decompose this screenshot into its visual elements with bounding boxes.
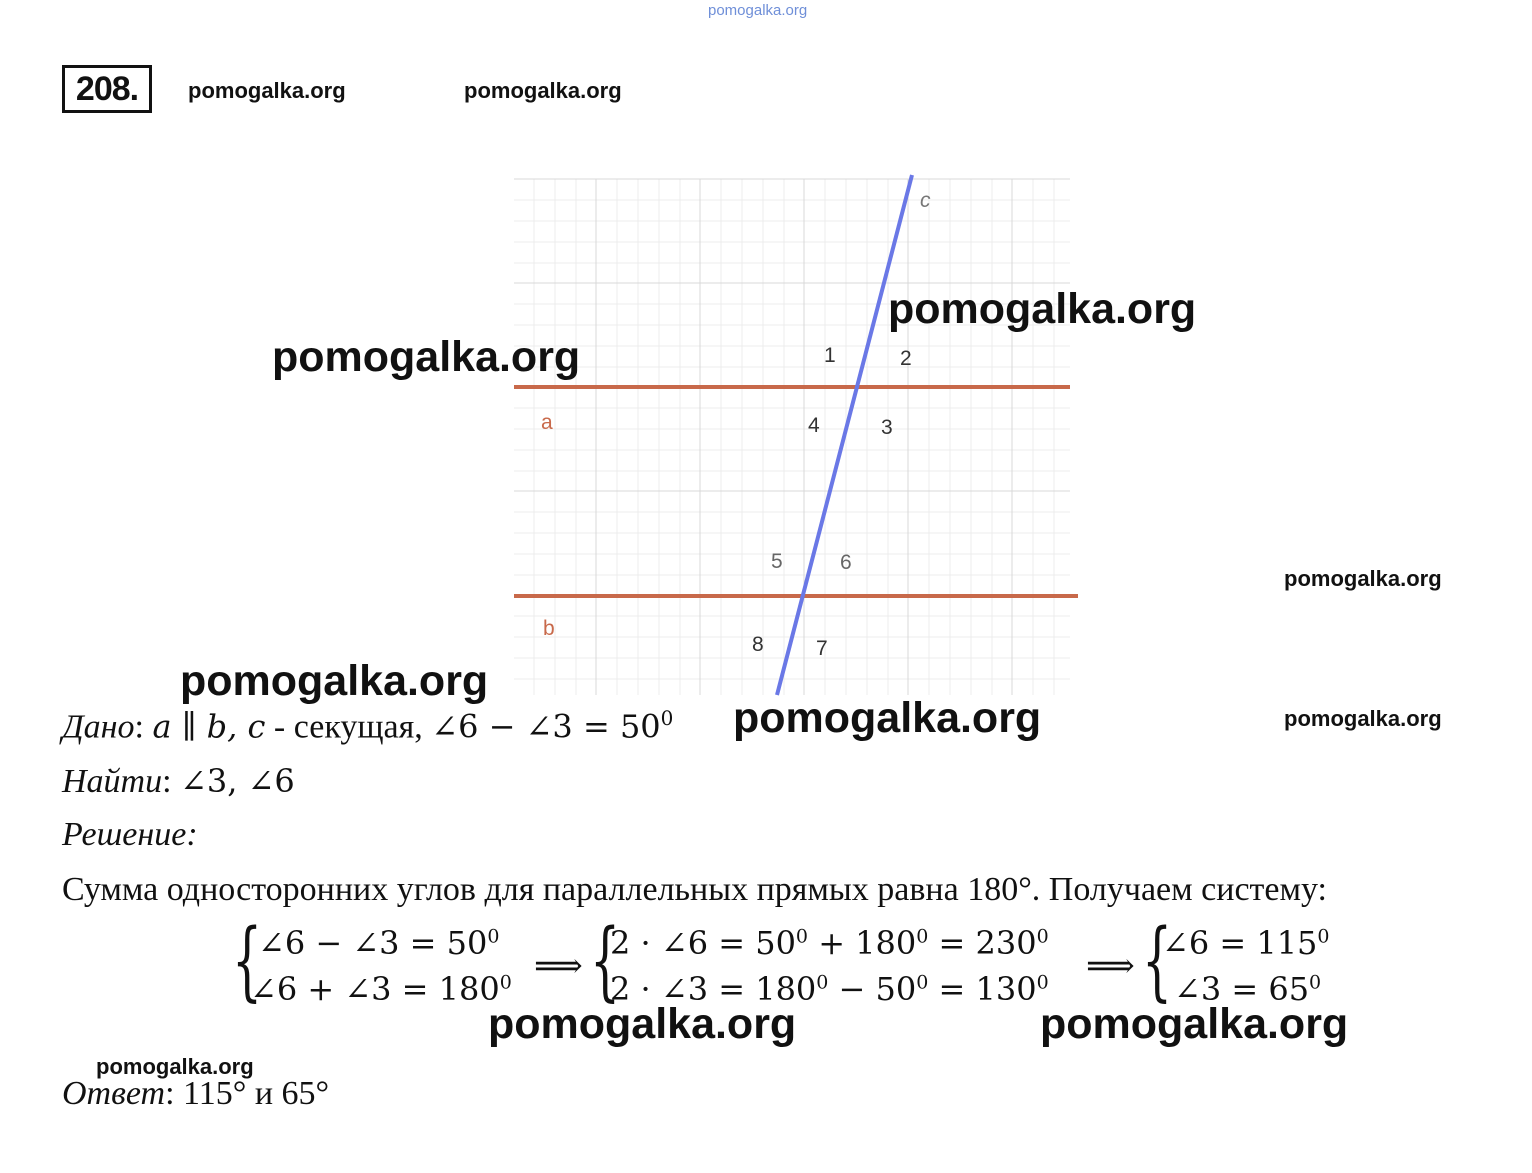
answer-label: Ответ (62, 1075, 166, 1112)
given-colon: : (134, 708, 144, 746)
system-3-line-2: ∠3 = $65^0$ (1174, 970, 1322, 1008)
watermark: pomogalka.org (188, 78, 346, 103)
given-line (62, 706, 673, 746)
find-colon: : (162, 763, 172, 800)
angle-label-4: 4 (808, 414, 820, 437)
top-watermark: pomogalka.org (708, 2, 808, 19)
watermark: pomogalka.org (180, 657, 489, 705)
grid (514, 179, 1070, 695)
brace-1: { (232, 911, 263, 1011)
system-2-line-2: 2 · ∠3 = $180^0 - 50^0 = 130^0$ (610, 970, 1049, 1008)
brace-2: { (590, 911, 621, 1011)
angle-label-3: 3 (881, 416, 893, 439)
angle-label-2: 2 (900, 347, 912, 370)
solution-text: Сумма односторонних углов для параллельных прямых равна 180°. Получаем систему: (62, 871, 1328, 908)
find-expr: ∠3, ∠6 (180, 762, 295, 800)
watermark: pomogalka.org (488, 1000, 797, 1048)
angle-label-1: 1 (824, 344, 836, 367)
implies-arrow-2: ⟹ (1086, 946, 1135, 986)
watermark: pomogalka.org (272, 333, 581, 381)
given-sup: 0 (660, 706, 674, 730)
task-number: 208. (62, 65, 152, 113)
answer-colon: : (165, 1075, 175, 1112)
find-line (62, 762, 295, 801)
brace-3: { (1142, 911, 1173, 1011)
system-1-line-1: ∠6 − ∠3 = $50^0$ (258, 924, 500, 962)
angle-label-5: 5 (771, 550, 783, 573)
angle-label-8: 8 (752, 633, 764, 656)
line-label-c: c (920, 189, 931, 212)
watermark: pomogalka.org (888, 285, 1197, 333)
angle-label-6: 6 (840, 551, 852, 574)
watermark: pomogalka.org (1284, 706, 1442, 731)
answer-text: 115° и 65° (174, 1075, 330, 1112)
line-label-b: b (543, 617, 555, 640)
given-expr-2: ∠6 − ∠3 = 50 (431, 707, 661, 746)
given-expr-1: a ∥ b, c (152, 707, 266, 746)
watermark: pomogalka.org (1040, 1000, 1349, 1048)
watermark: pomogalka.org (733, 694, 1042, 742)
line-label-a: a (541, 411, 553, 434)
answer-line (62, 1075, 329, 1113)
find-label: Найти (62, 763, 163, 800)
system-2-line-1: 2 · ∠6 = $50^0 + 180^0 = 230^0$ (610, 924, 1049, 962)
solution-label: Решение: (62, 816, 198, 853)
given-label: Дано (62, 708, 135, 746)
given-text: - секущая, (265, 708, 432, 746)
angle-label-7: 7 (816, 637, 828, 660)
geometry-figure (500, 165, 1100, 700)
system-3-line-1: ∠6 = $115^0$ (1162, 924, 1330, 962)
watermark: pomogalka.org (464, 78, 622, 103)
implies-arrow-1: ⟹ (534, 946, 583, 986)
system-1-line-2: ∠6 + ∠3 = $180^0$ (250, 970, 512, 1008)
watermark: pomogalka.org (96, 1054, 254, 1079)
watermark: pomogalka.org (1284, 566, 1442, 591)
